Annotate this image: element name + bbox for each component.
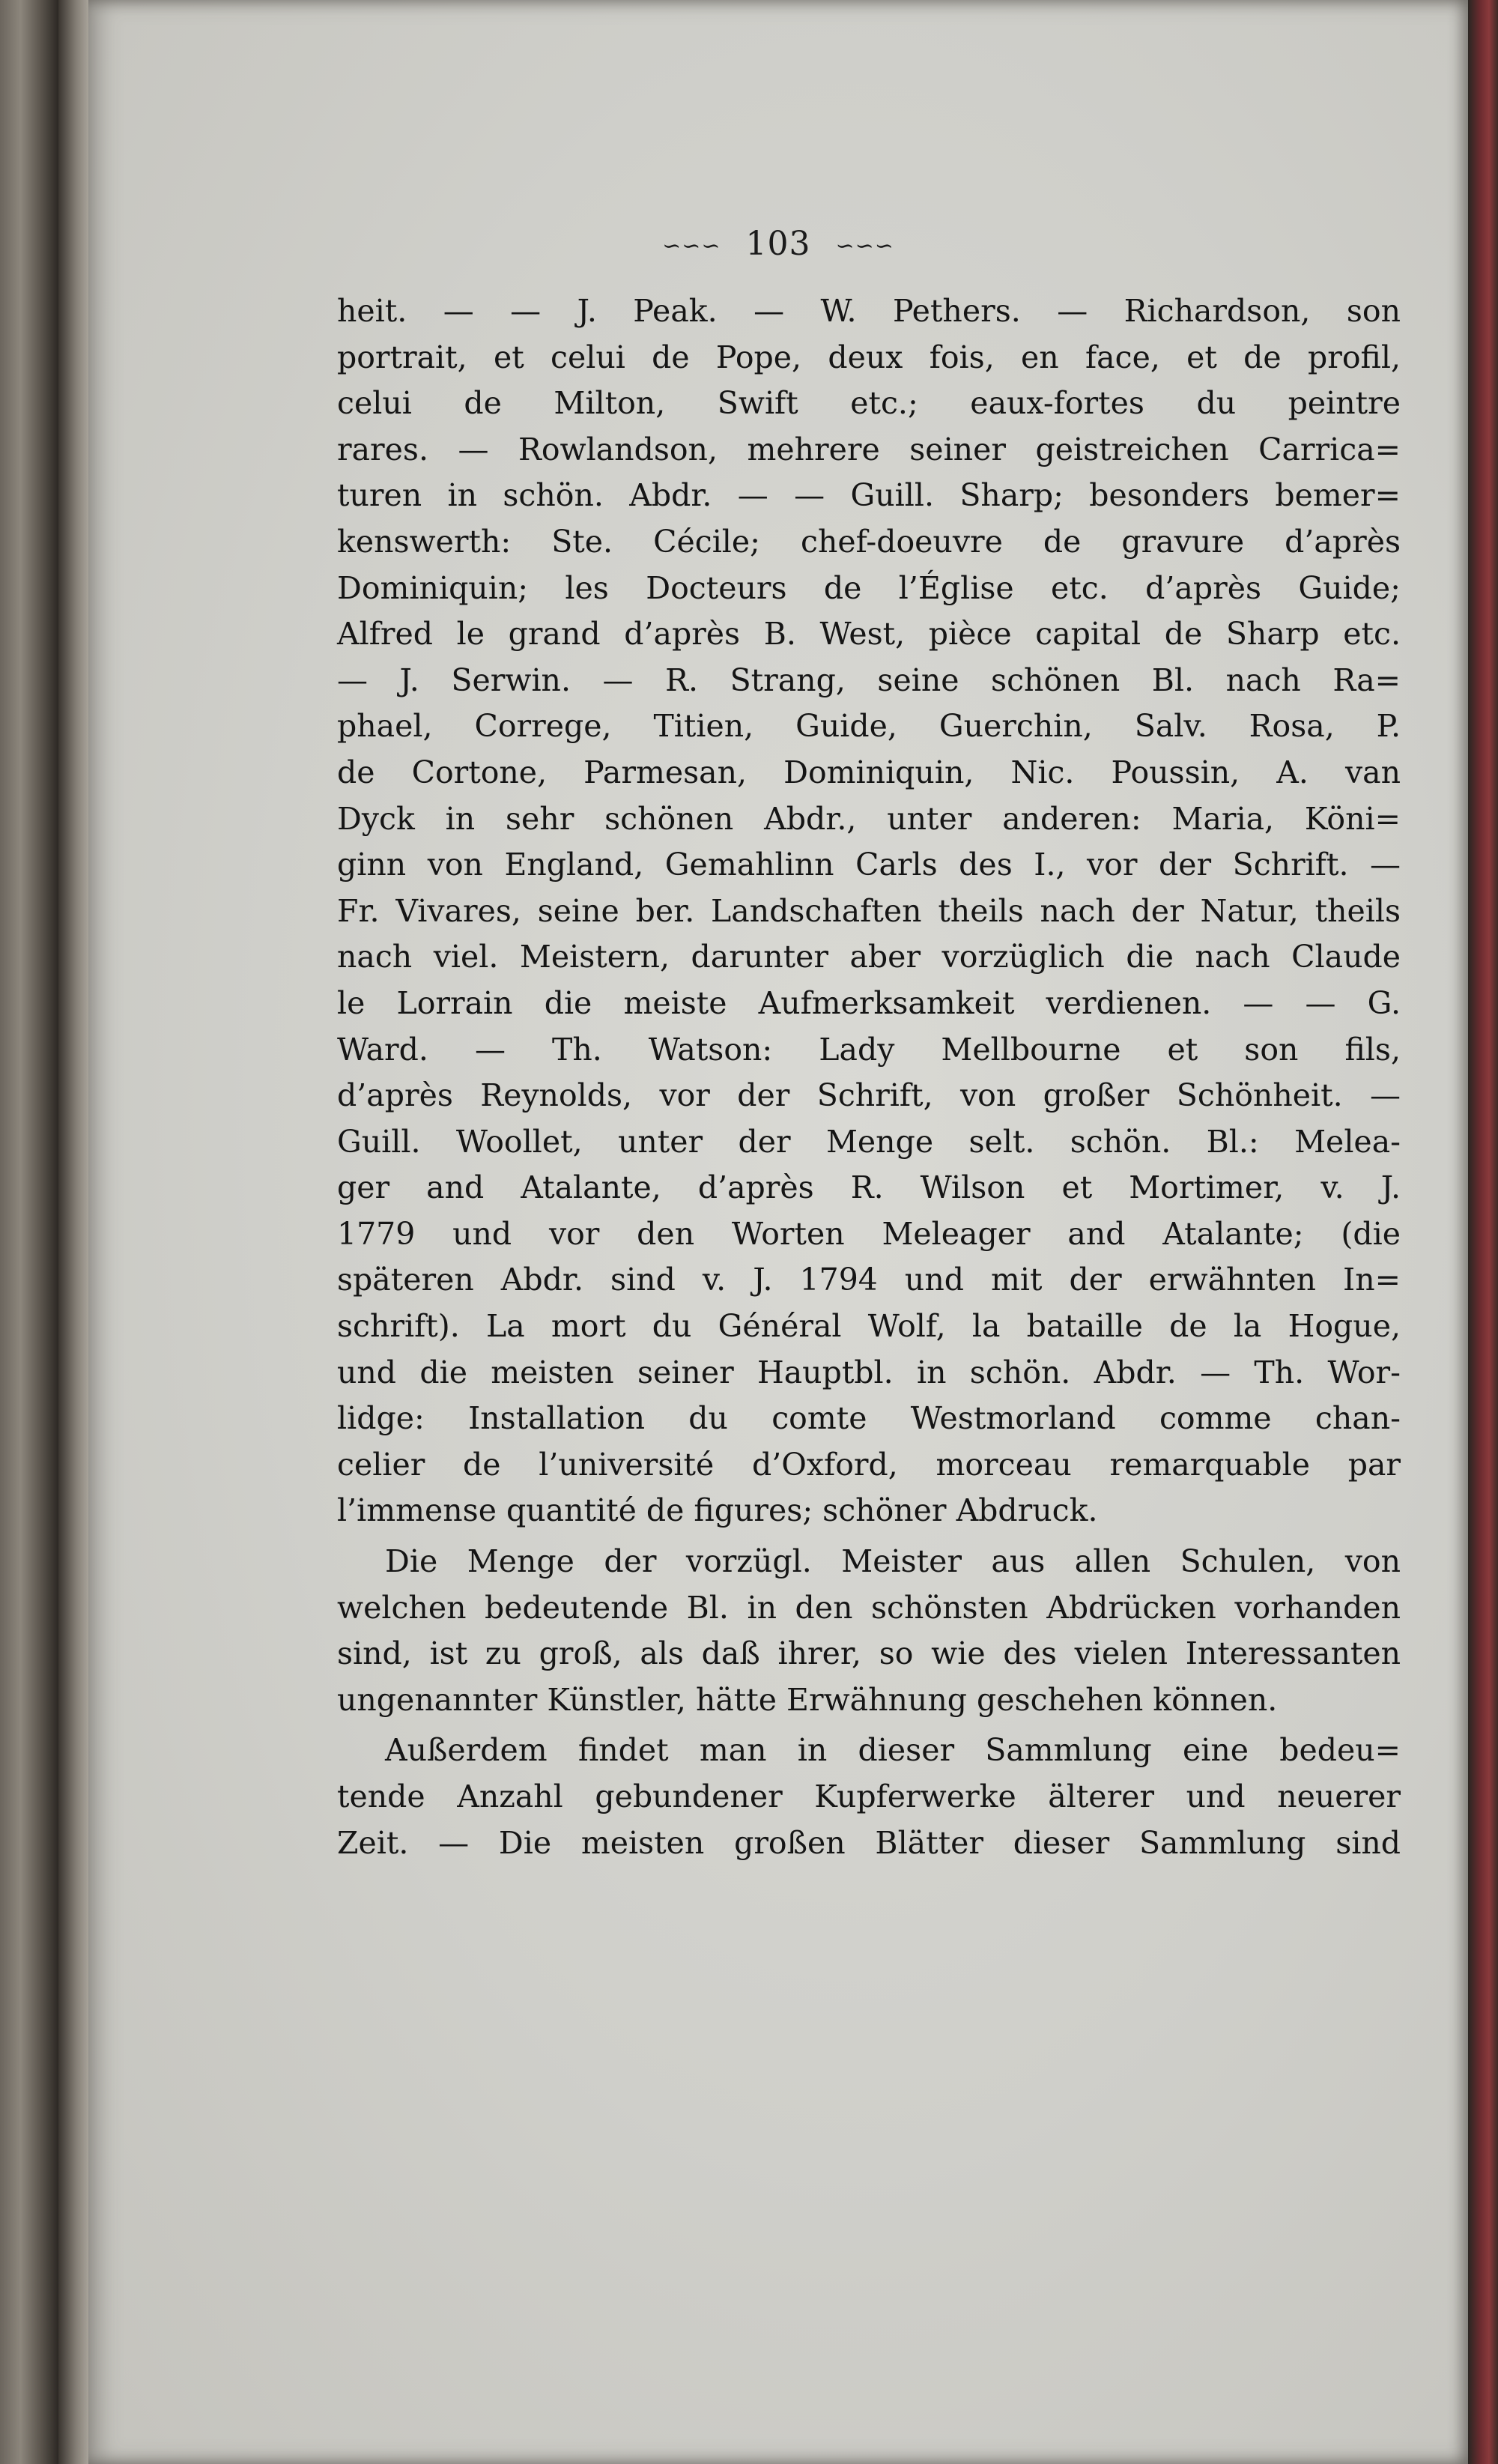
text-line: rares. — Rowlandson, mehrere seiner geistreichen Carrica= bbox=[337, 431, 1401, 467]
text-line: Ward. — Th. Watson: Lady Mellbourne et son fils, bbox=[337, 1031, 1401, 1068]
text-line: le Lorrain die meiste Aufmerksamkeit verdienen. — — G. bbox=[337, 984, 1401, 1021]
text-line: phael, Correge, Titien, Guide, Guerchin, Salv. Rosa, P. bbox=[337, 708, 1401, 745]
text-line: heit. — — J. Peak. — W. Pethers. — Richardson, son bbox=[337, 293, 1401, 329]
text-line: celier de l’université d’Oxford, morceau remarquable par bbox=[337, 1446, 1401, 1483]
text-line: lidge: Installation du comte Westmorland comme chan- bbox=[337, 1400, 1401, 1437]
text-line: d’après Reynolds, vor der Schrift, von großer Schönheit. — bbox=[337, 1077, 1401, 1114]
text-line: späteren Abdr. sind v. J. 1794 und mit der erwähnten In= bbox=[337, 1262, 1401, 1298]
book-binding bbox=[0, 0, 58, 2464]
text-line: Guill. Woollet, unter der Menge selt. schön. Bl.: Melea- bbox=[337, 1123, 1401, 1160]
text-line: Dominiquin; les Docteurs de l’Église etc. d’après Guide; bbox=[337, 569, 1401, 606]
text-line: celui de Milton, Swift etc.; eaux-fortes du peintre bbox=[337, 385, 1401, 422]
text-line: sind, ist zu groß, als daß ihrer, so wie des vielen Interessanten bbox=[337, 1635, 1401, 1672]
page-number: 103 bbox=[745, 225, 811, 263]
text-line: Zeit. — Die meisten großen Blätter dieser Sammlung sind bbox=[337, 1824, 1401, 1861]
text-line: Fr. Vivares, seine ber. Landschaften theils nach der Natur, theils bbox=[337, 892, 1401, 929]
book-edge bbox=[1468, 0, 1498, 2464]
text-line: tende Anzahl gebundener Kupferwerke älterer und neuerer bbox=[337, 1779, 1401, 1814]
body-text bbox=[337, 288, 1401, 1866]
gutter-shadow bbox=[58, 0, 88, 2464]
text-line: schrift). La mort du Général Wolf, la bataille de la Hogue, bbox=[337, 1308, 1401, 1345]
text-line: — J. Serwin. — R. Strang, seine schönen Bl. nach Ra= bbox=[337, 662, 1401, 698]
ornament-left: ∽∽∽ bbox=[662, 233, 721, 259]
text-line: l’immense quantité de figures; schöner Abdruck. bbox=[337, 1492, 1098, 1529]
page-header bbox=[88, 225, 1468, 263]
text-line: nach viel. Meistern, darunter aber vorzüglich die nach Claude bbox=[337, 939, 1401, 975]
text-line: welchen bedeutende Bl. in den schönsten Abdrücken vorhanden bbox=[337, 1589, 1401, 1626]
text-line: ungenannter Künstler, hätte Erwähnung geschehen können. bbox=[337, 1681, 1278, 1718]
text-line: kenswerth: Ste. Cécile; chef-doeuvre de gravure d’après bbox=[337, 523, 1401, 560]
text-line: turen in schön. Abdr. — — Guill. Sharp; besonders bemer= bbox=[337, 477, 1401, 514]
text-line: ginn von England, Gemahlinn Carls des I., vor der Schrift. — bbox=[337, 847, 1401, 883]
paragraph-3 bbox=[337, 1728, 1401, 1866]
text-line: und die meisten seiner Hauptbl. in schön. Abdr. — Th. Wor- bbox=[337, 1354, 1401, 1390]
text-line: Alfred le grand d’après B. West, pièce capital de Sharp etc. bbox=[337, 616, 1401, 653]
text-line: Die Menge der vorzügl. Meister aus allen Schulen, von bbox=[385, 1543, 1401, 1580]
paragraph-1 bbox=[337, 288, 1401, 1534]
paragraph-2 bbox=[337, 1539, 1401, 1723]
ornament-right: ∽∽∽ bbox=[835, 233, 894, 259]
text-line: portrait, et celui de Pope, deux fois, en face, et de profil, bbox=[337, 339, 1401, 375]
text-line: de Cortone, Parmesan, Dominiquin, Nic. Poussin, A. van bbox=[337, 754, 1401, 790]
text-line: Außerdem findet man in dieser Sammlung eine bedeu= bbox=[385, 1732, 1401, 1769]
text-line: 1779 und vor den Worten Meleager and Atalante; (die bbox=[337, 1215, 1401, 1252]
text-line: ger and Atalante, d’après R. Wilson et Mortimer, v. J. bbox=[337, 1169, 1401, 1206]
text-line: Dyck in sehr schönen Abdr., unter anderen: Maria, Köni= bbox=[337, 800, 1401, 837]
